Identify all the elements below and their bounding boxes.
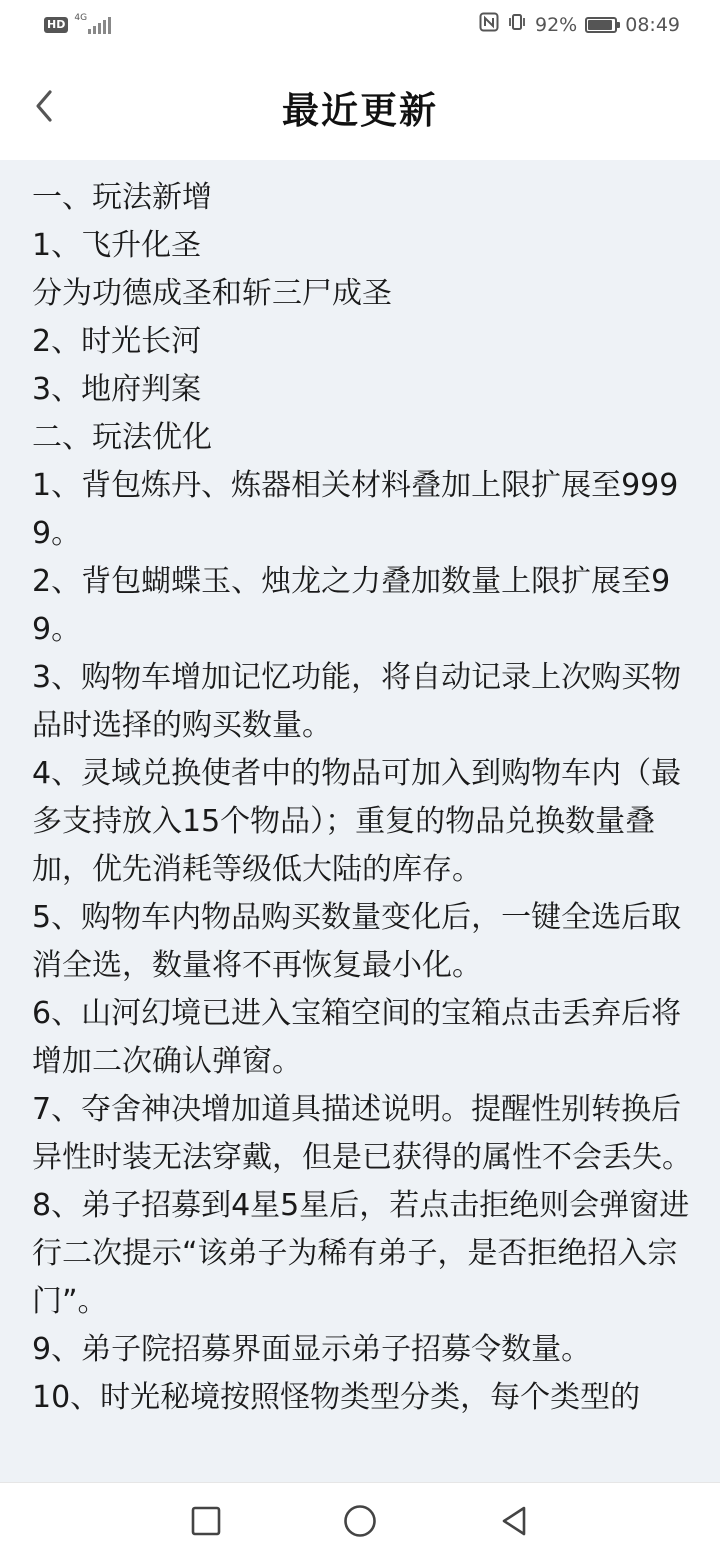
update-line: 二、玩法优化 <box>32 420 212 455</box>
header <box>0 50 720 160</box>
status-bar <box>0 0 720 50</box>
update-line: 7、夺舍神决增加道具描述说明。提醒性别转换后异性时装无法穿戴，但是已获得的属性不会丢失。 <box>32 1092 692 1175</box>
square-icon <box>191 1506 221 1536</box>
status-left <box>44 14 114 36</box>
update-line: 分为功德成圣和斩三尸成圣 <box>32 276 392 311</box>
nav-back-button[interactable] <box>494 1501 534 1541</box>
navigation-bar <box>0 1482 720 1561</box>
vibrate-icon <box>507 12 527 37</box>
update-line: 4、灵域兑换使者中的物品可加入到购物车内（最多支持放入15个物品）；重复的物品兑换数量叠加，优先消耗等级低大陆的库存。 <box>32 756 682 887</box>
clock: 08:49 <box>625 13 680 36</box>
status-right <box>479 12 680 37</box>
update-line: 6、山河幻境已进入宝箱空间的宝箱点击丢弃后将增加二次确认弹窗。 <box>32 996 682 1079</box>
hd-badge: HD <box>44 17 68 33</box>
recents-button[interactable] <box>186 1501 226 1541</box>
update-line: 3、地府判案 <box>32 372 202 407</box>
update-line: 1、背包炼丹、炼器相关材料叠加上限扩展至9999。 <box>32 468 679 551</box>
network-type: 4G <box>74 13 88 23</box>
home-button[interactable] <box>340 1501 380 1541</box>
update-line: 9、弟子院招募界面显示弟子招募令数量。 <box>32 1332 592 1367</box>
circle-icon <box>343 1504 377 1538</box>
update-line: 8、弟子招募到4星5星后，若点击拒绝则会弹窗进行二次提示“该弟子为稀有弟子，是否拒绝招入宗门”。 <box>32 1188 690 1319</box>
update-line: 1、飞升化圣 <box>32 228 202 263</box>
update-notes[interactable] <box>0 160 720 1482</box>
update-line: 2、背包蝴蝶玉、烛龙之力叠加数量上限扩展至99。 <box>32 564 671 647</box>
update-line: 一、玩法新增 <box>32 180 212 215</box>
battery-percent: 92% <box>535 13 578 36</box>
update-line: 10、时光秘境按照怪物类型分类，每个类型的 <box>32 1380 641 1415</box>
triangle-back-icon <box>498 1505 530 1537</box>
update-line: 3、购物车增加记忆功能，将自动记录上次购买物品时选择的购买数量。 <box>32 660 682 743</box>
battery-icon <box>585 17 617 33</box>
signal-icon <box>74 14 114 36</box>
page-title: 最近更新 <box>282 89 438 132</box>
update-notes-body <box>0 160 720 1422</box>
update-line: 5、购物车内物品购买数量变化后，一键全选后取消全选，数量将不再恢复最小化。 <box>32 900 682 983</box>
update-line: 2、时光长河 <box>32 324 202 359</box>
nfc-icon <box>479 12 499 37</box>
